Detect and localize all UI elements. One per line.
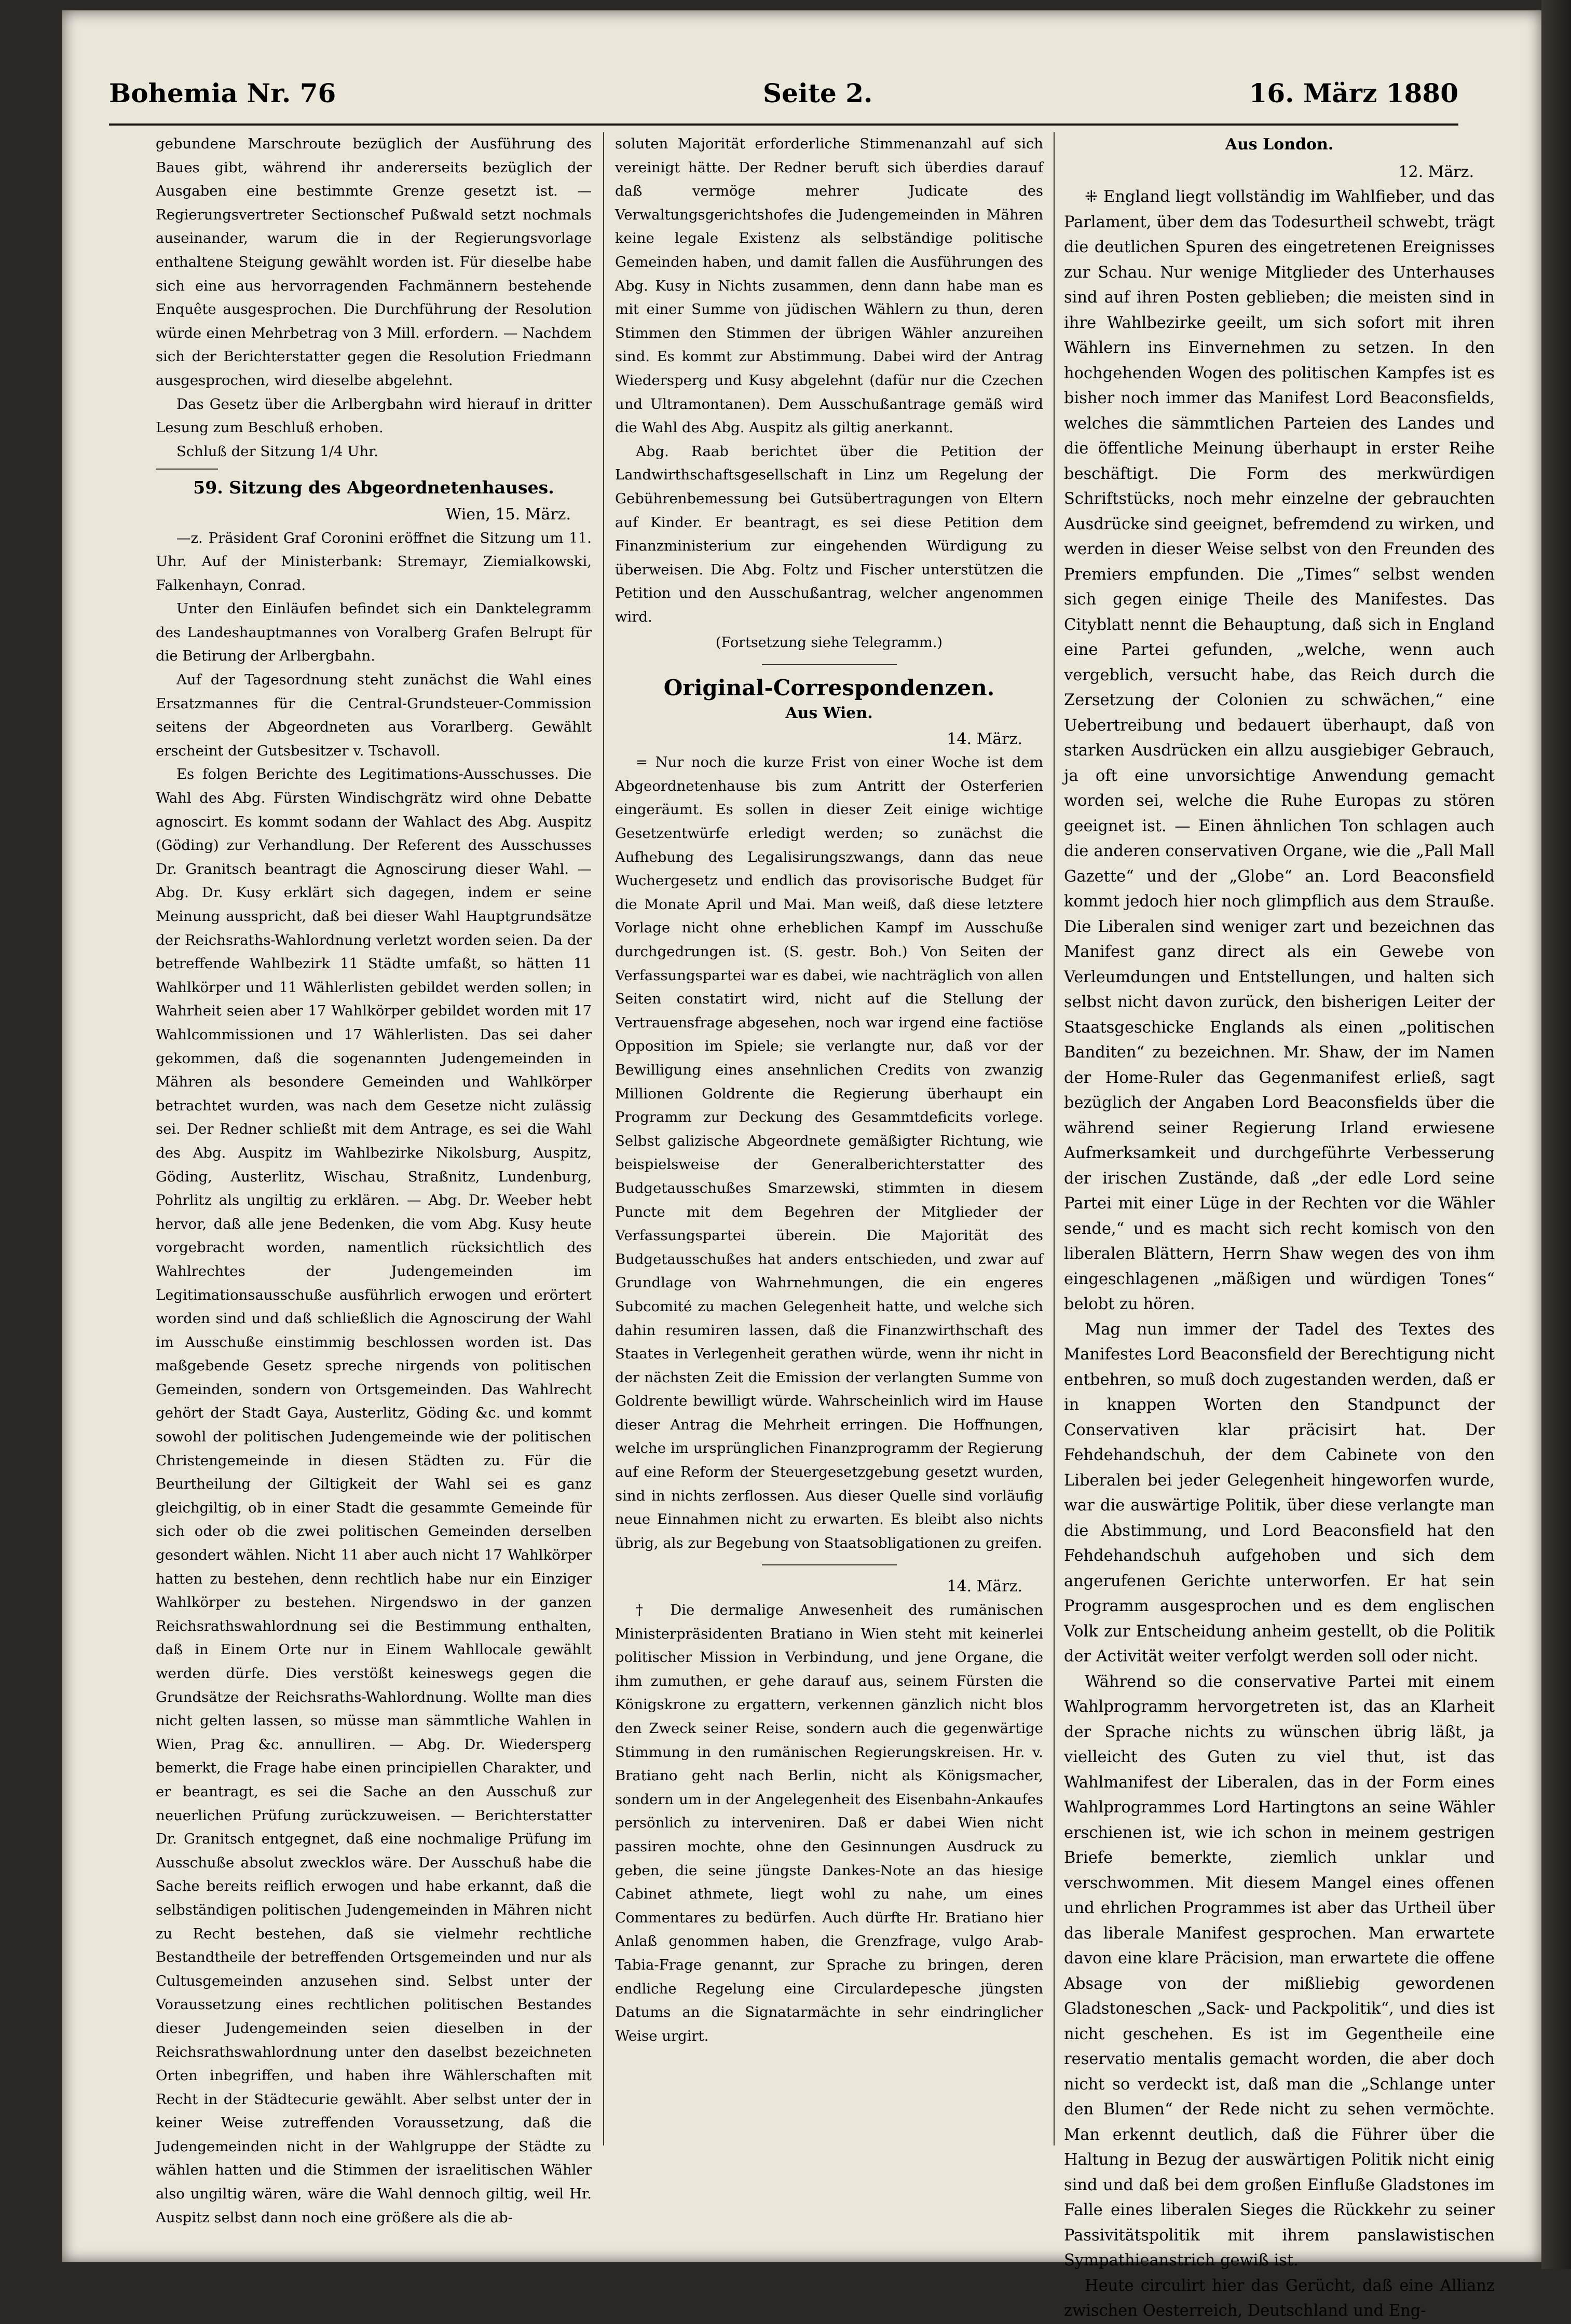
paragraph: Auf der Tagesordnung steht zunächst die Wahl eines Ersatzmannes für die Central-Grundsteuer-Commission seitens der Abgeordneten aus Vorarlberg. Gewählt erscheint der Gutsbesitzer v. Tschavoll. xyxy=(156,671,592,759)
paragraph: Es folgen Berichte des Legitimations-Ausschusses. Die Wahl des Abg. Fürsten Windischgrätz wird ohne Debatte agnoscirt. Es kommt sodann der Wahlact des Abg. Auspitz (Göding) zur Verhandlung. Der Referent des Ausschusses Dr. Granitsch beantragt die Agnoscirung dieser Wahl. — Abg. Dr. Kusy erklärt sich dagegen, indem er seine Meinung ausspricht, daß bei dieser Wahl Hauptgrundsätze der Reichsraths-Wahlordnung verletzt worden seien. Da der betreffende Wahlbezirk 11 Städte umfaßt, so hätten 11 Wahlkörper und 11 Wählerlisten gebildet werden sollen; in Wahrheit seien aber 17 Wahlkörper gebildet worden mit 17 Wahlcommissionen und 17 Wählerlisten. Das sei daher gekommen, daß die sogenannten Judengemeinden in Mähren als besondere Gemeinden und Wahlkörper betrachtet wurden, was nach dem Gesetze nicht zulässig sei. Der Redner schließt mit dem Antrage, es sei die Wahl des Abg. Auspitz im Wahlbezirke Nikolsburg, Auspitz, Göding, Austerlitz, Wischau, Straßnitz, Lundenburg, Pohrlitz als ungiltig zu erklären. — Abg. Dr. Weeber hebt hervor, daß alle jene Bedenken, die vom Abg. Kusy heute vorgebracht worden, namentlich rücksichtlich des Wahlrechtes der Judengemeinden im Legitimationsausschuße ausführlich erwogen und erörtert worden sind und daß schließlich die Agnoscirung der Wahl im Ausschuße einstimmig beschlossen worden ist. Das maßgebende Gesetz spreche nirgends von politischen Gemeinden, sondern von Ortsgemeinden. Das Wahlrecht gehört der Stadt Gaya, Austerlitz, Göding &c. und kommt sowohl der politischen Judengemeinde wie der politischen Christengemeinde in diesen Städten zu. Für die Beurtheilung der Giltigkeit der Wahl sei es ganz gleichgiltig, ob in einer Stadt die gesammte Gemeinde für sich oder ob die zwei politischen Gemeinden derselben gesondert wählen. Nicht 11 aber auch nicht 17 Wahlkörper hatten zu bestehen, denn rechtlich habe nur ein Einziger Wahlkörper zu bestehen. Nirgendswo in der ganzen Reichsrathswahlordnung sei die Bestimmung enthalten, daß in Einem Orte nur in Einem Wahllocale gewählt werden dürfe. Dies verstößt keineswegs gegen die Grundsätze der Reichsraths-Wahlordnung. Wollte man dies nicht gelten lassen, so müsse man sämmtliche Wahlen in Wien, Prag &c. annulliren. — Abg. Dr. Wiedersperg bemerkt, die Frage habe einen principiellen Charakter, und er beantragt, es sei die Sache an den Ausschuß zur neuerlichen Prüfung zurückzuweisen. — Berichterstatter Dr. Granitsch entgegnet, daß eine nochmalige Prüfung im Ausschuße absolut zwecklos wäre. Der Ausschuß habe die Sache bereits reiflich erwogen und habe erkannt, daß die selbständigen politischen Judengemeinden in Mähren nicht zu Recht bestehen, daß sie vielmehr rechtliche Bestandtheile der betreffenden Ortsgemeinden und nur als Cultusgemeinden anzusehen sind. Selbst unter der Voraussetzung eines rechtlichen politischen Bestandes dieser Judengemeinden seien dieselben in der Reichsrathswahlordnung unter den daselbst bezeichneten Orten inbegriffen, und haben ihre Wählerschaften mit Recht in der Städtecurie gewählt. Aber selbst unter der in keiner Weise zutreffenden Voraussetzung, daß die Judengemeinden nicht in der Wahlgruppe der Städte zu wählen hatten und die Stimmen der israelitischen Wähler also ungiltig wären, wäre die Wahl dennoch giltig, weil Hr. Auspitz selbst dann noch eine größere als die ab- xyxy=(156,766,592,2226)
paragraph: Mag nun immer der Tadel des Textes des Manifestes Lord Beaconsfield der Berechtigung nicht entbehren, so muß doch zugestanden werden, daß er in knappen Worten den Standpunct der Conservativen klar präcisirt hat. Der Fehdehandschuh, der dem Cabinete von den Liberalen bei jeder Gelegenheit hingeworfen wurde, war die auswärtige Politik, über diese verlangte man die Abstimmung, und Lord Beaconsfield hat den Fehdehandschuh aufgehoben und sich dem angerufenen Gerichte unterworfen. Er hat sein Programm ausgesprochen und es dem englischen Volk zur Entscheidung anheim gestellt, ob die Politik der Activität weiter verfolgt werden soll oder nicht. xyxy=(1064,1320,1495,1666)
paragraph: gebundene Marschroute bezüglich der Ausführung des Baues gibt, während ihr andererseits bezüglich der Ausgaben eine bestimmte Grenze gesetzt ist. — Regierungsvertreter Sectionschef Pußwald setzt nochmals auseinander, warum die in der Regierungsvorlage enthaltene Steigung gewählt worden ist. Für dieselbe habe sich eine aus hervorragenden Fachmännern bestehende Enquête ausgesprochen. Die Durchführung der Resolution würde einen Mehrbetrag von 3 Mill. erfordern. — Nachdem sich der Berichterstatter gegen die Resolution Friedmann ausgesprochen, wird dieselbe abgelehnt. xyxy=(156,135,592,389)
paragraph: † Die dermalige Anwesenheit des rumänischen Ministerpräsidenten Bratiano in Wien steht mit keinerlei politischer Mission in Verbindung, und jene Organe, die ihm zumuthen, er gehe darauf aus, seinem Fürsten die Königskrone zu ergattern, verkennen gänzlich nicht blos den Zweck seiner Reise, sondern auch die gegenwärtige Stimmung in den rumänischen Regierungskreisen. Hr. v. Bratiano geht nach Berlin, nicht als Königsmacher, sondern um in der Angelegenheit des Eisenbahn-Ankaufes persönlich zu interveniren. Daß er dabei Wien nicht passiren mochte, ohne den Gesinnungen Ausdruck zu geben, die seine jüngste Dankes-Note an das hiesige Cabinet athmete, liegt wohl zu nahe, um eines Commentares zu bedürfen. Auch dürfte Hr. Bratiano hier Anlaß genommen haben, die Grenzfrage, vulgo Arab-Tabia-Frage genannt, zur Sprache zu bringen, deren endliche Regelung eine Circulardepesche jüngsten Datums an die Signatarmächte in sehr eindringlicher Weise urgirt. xyxy=(615,1602,1043,2044)
subheading: Aus Wien. xyxy=(785,704,873,723)
paragraph: Schluß der Sitzung 1/4 Uhr. xyxy=(176,443,379,460)
column-1 xyxy=(156,132,592,2226)
dateline: Wien, 15. März. xyxy=(445,505,571,524)
dateline: 12. März. xyxy=(1398,162,1474,181)
paragraph: —z. Präsident Graf Coronini eröffnet die Sitzung um 11. Uhr. Auf der Ministerbank: Stremayr, Ziemialkowski, Falkenhayn, Conrad. xyxy=(156,529,592,594)
paragraph: = Nur noch die kurze Frist von einer Woche ist dem Abgeordnetenhause bis zum Antritt der Osterferien eingeräumt. Es sollen in dieser Zeit einige wichtige Gesetzentwürfe erledigt werden; so zunächst die Aufhebung des Legalisirungszwangs, dann das neue Wuchergesetz und endlich das provisorische Budget für die Monate April und Mai. Man weiß, daß diese letztere Vorlage nicht ohne erheblichen Kampf im Ausschuße durchgedrungen ist. (S. gestr. Boh.) Von Seiten der Verfassungspartei war es dabei, wie nachträglich von allen Seiten constatirt wird, nicht auf die Stellung der Vertrauensfrage abgesehen, noch war irgend eine factiöse Opposition im Spiele; sie verlangte nur, daß vor der Bewilligung eines ansehnlichen Credits von zwanzig Millionen Goldrente die Regierung überhaupt ein Programm zur Deckung des Gesammtdeficits vorlege. Selbst galizische Abgeordnete gemäßigter Richtung, wie beispielsweise der Generalberichterstatter des Budgetausschußes Smarzewski, stimmten in diesem Puncte mit dem Begehren der Mitglieder der Verfassungspartei überein. Die Majorität des Budgetausschußes hat anders entschieden, und zwar auf Grundlage von Wahrnehmungen, die ein engeres Subcomité zu machen Gelegenheit hatte, und welche sich dahin resumiren lassen, daß die Finanzwirthschaft des Staates in Verlegenheit gerathen würde, wenn ihr nicht in der nächsten Zeit die Emission der verlangten Summe von Goldrente bewilligt würde. Wahrscheinlich wird im Hause dieser Antrag die Mehrheit erringen. Die Hoffnungen, welche im ursprünglichen Finanzprogramm der Regierung auf eine Reform der Steuergesetzgebung gesetzt wurden, sind in nichts zerflossen. Aus dieser Quelle sind vorläufig neue Einnahmen nicht zu erwarten. Es bleibt also nichts übrig, als zur Begebung von Staatsobligationen zu greifen. xyxy=(615,754,1043,1551)
page-edge-shadow xyxy=(1541,0,1571,2269)
subheading: Aus London. xyxy=(1225,135,1334,154)
paragraph: Während so die conservative Partei mit einem Wahlprogramm hervorgetreten ist, das an Klarheit der Sprache nichts zu wünschen übrig läßt, ja vielleicht des Guten zu viel thut, ist das Wahlmanifest der Liberalen, das in der Form eines Wahlprogrammes Lord Hartingtons an seine Wähler erschienen ist, wie ich schon in meinem gestrigen Briefe bemerkte, ziemlich unklar und verschwommen. Mit diesem Mangel eines offenen und ehrlichen Programmes ist aber das Urtheil über das liberale Manifest gesprochen. Man erwartete davon eine klare Präcision, man erwartete die offene Absage von der mißliebig gewordenen Gladstoneschen „Sack- und Packpolitik“, und dies ist nicht geschehen. Es ist im Gegentheile eine reservatio mentalis gemacht worden, die aber doch nicht so verdeckt ist, daß man die „Schlange unter den Blumen“ der Rede nicht zu sehen vermöchte. Man erkennt deutlich, daß die Führer über die Haltung in Bezug der auswärtigen Politik nicht einig sind und daß bei dem großen Einfluße Gladstones im Falle eines liberalen Sieges die Rückkehr zu seiner Passivitätspolitik mit ihrem panslawistischen Sympathieanstrich gewiß ist. xyxy=(1064,1672,1495,2270)
section-heading: 59. Sitzung des Abgeordnetenhauses. xyxy=(193,477,554,498)
column-3 xyxy=(1064,132,1495,2320)
section-heading: Original-Correspondenzen. xyxy=(663,675,995,701)
page-number: Seite 2. xyxy=(763,78,873,108)
paragraph: Heute circulirt hier das Gerücht, daß eine Allianz zwischen Oesterreich, Deutschland und Eng- xyxy=(1064,2276,1495,2320)
continuation-note: (Fortsetzung siehe Telegramm.) xyxy=(716,635,942,651)
issue-date: 16. März 1880 xyxy=(1249,78,1458,108)
dateline: 14. März. xyxy=(947,730,1022,748)
paragraph: Unter den Einläufen befindet sich ein Danktelegramm des Landeshauptmannes von Voralberg Grafen Belrupt für die Betirung der Arlbergbahn. xyxy=(156,600,592,665)
column-2 xyxy=(615,132,1043,2182)
separator xyxy=(762,664,897,665)
paragraph: Abg. Raab berichtet über die Petition der Landwirthschaftsgesellschaft in Linz um Regelung der Gebührenbemessung bei Gutsübertragungen von Eltern auf Kinder. Er beantragt, es sei diese Petition dem Finanzministerium zur eingehenden Würdigung zu überweisen. Die Abg. Foltz und Fischer unterstützen die Petition und den Ausschußantrag, welcher angenommen wird. xyxy=(615,443,1043,625)
masthead-rule xyxy=(109,123,1458,126)
masthead xyxy=(109,78,1458,114)
separator xyxy=(762,1564,897,1565)
paragraph: ⁜ England liegt vollständig im Wahlfieber, und das Parlament, über dem das Todesurtheil schwebt, trägt die deutlichen Spuren des eingetretenen Ereignisses zur Schau. Nur wenige Mitglieder des Unterhauses sind auf ihren Posten geblieben; die meisten sind in ihre Wahlbezirke geeilt, um sich sofort mit ihren Wählern ins Einvernehmen zu setzen. In den hochgehenden Wogen des politischen Kampfes ist es bisher noch immer das Manifest Lord Beaconsfields, welches die sämmtlichen Parteien des Landes und die öffentliche Meinung überhaupt in erster Reihe beschäftigt. Die Form des merkwürdigen Schriftstücks, noch mehr einzelne der gebrauchten Ausdrücke sind geeignet, befremdend zu wirken, und werden in dieser Weise selbst von den Freunden des Premiers empfunden. Die „Times“ selbst wenden sich gegen einige Theile des Manifestes. Das Cityblatt nennt die Behauptung, daß sich in England eine Partei gefunden, „welche, wenn auch vergeblich, versucht habe, das Reich durch die Zersetzung der Colonien zu schwächen,“ eine Uebertreibung und bedauert überhaupt, daß von starken Ausdrücken ein allzu ausgiebiger Gebrauch, ja oft eine unvorsichtige Anwendung gemacht worden sei, welche die Ruhe Europas zu stören geeignet ist. — Einen ähnlichen Ton schlagen auch die anderen conservativen Organe, wie die „Pall Mall Gazette“ und der „Globe“ an. Lord Beaconsfield kommt jedoch hier noch glimpflich aus dem Strauße. Die Liberalen sind weniger zart und bezeichnen das Manifest ganz direct als ein Gewebe von Verleumdungen und Entstellungen, und halten sich selbst nicht davon zurück, den bisherigen Leiter der Staatsgeschicke Englands als einen „politischen Banditen“ zu bezeichnen. Mr. Shaw, der im Namen der Home-Ruler das Gegenmanifest erließ, sagt bezüglich der Angaben Lord Beaconsfields über die während seiner Regierung Irland erwiesene Aufmerksamkeit und durchgeführte Verbesserung der irischen Zustände, daß „der edle Lord seine Partei mit einer Lüge in der Rechten vor die Wähler sende,“ und es macht sich recht komisch von den liberalen Blättern, Herrn Shaw wegen des von ihm eingeschlagenen „mäßigen und würdigen Tones“ belobt zu hören. xyxy=(1064,188,1495,1313)
dateline: 14. März. xyxy=(947,1577,1022,1596)
paper-issue: Bohemia Nr. 76 xyxy=(109,78,336,108)
separator xyxy=(156,469,218,470)
column-divider-2 xyxy=(1054,132,1055,2146)
column-divider-1 xyxy=(603,132,604,2146)
paragraph: Das Gesetz über die Arlbergbahn wird hierauf in dritter Lesung zum Beschluß erhoben. xyxy=(156,395,592,436)
paragraph: soluten Majorität erforderliche Stimmenanzahl auf sich vereinigt hätte. Der Redner beruft sich überdies darauf daß vermöge mehrer Judicate des Verwaltungsgerichtshofes die Judengemeinden in Mähren keine legale Existenz als selbständige politische Gemeinden haben, und damit fallen die Ausführungen des Abg. Kusy in Nichts zusammen, denn dann habe man es mit einer Summe von jüdischen Wählern zu thun, deren Stimmen den Stimmen der übrigen Wähler anzureihen sind. Es kommt zur Abstimmung. Dabei wird der Antrag Wiedersperg und Kusy abgelehnt (dafür nur die Czechen und Ultramontanen). Dem Ausschußantrage gemäß wird die Wahl des Abg. Auspitz als giltig anerkannt. xyxy=(615,135,1043,436)
